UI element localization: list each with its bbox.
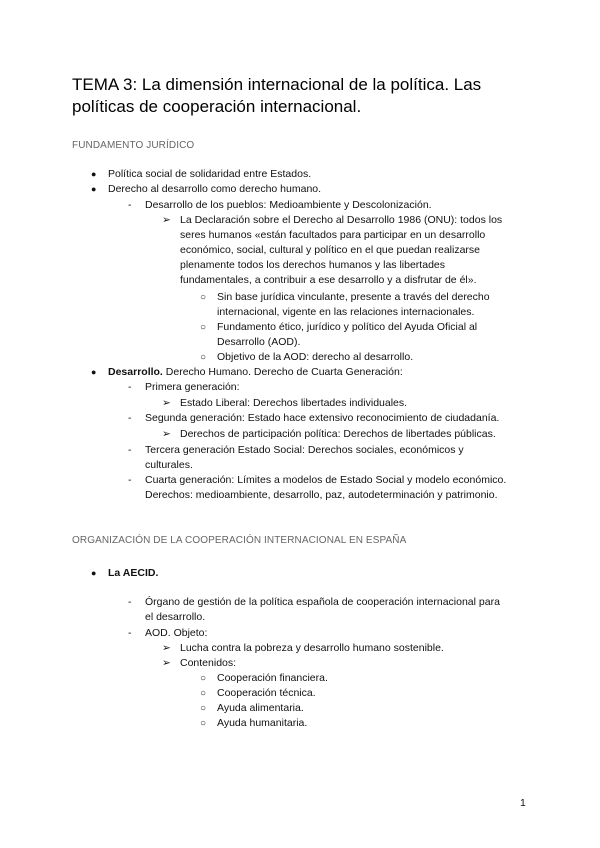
list-item: Derechos de participación política: Derechos de libertades públicas. — [180, 428, 496, 440]
paragraph-line: Tercera generación Estado Social: Derechos sociales, económicos y — [145, 444, 464, 456]
list-item: Lucha contra la pobreza y desarrollo humano sostenible. — [180, 642, 444, 654]
page-title: TEMA 3: La dimensión internacional de la política. Las políticas de cooperación internacional. — [72, 75, 482, 116]
dash-icon: - — [128, 444, 132, 456]
bold-term: Desarrollo. — [108, 366, 163, 378]
dash-icon: - — [128, 474, 132, 486]
list-item: Primera generación: — [145, 381, 240, 393]
circle-bullet-icon: ○ — [200, 688, 207, 699]
page-number: 1 — [520, 797, 526, 809]
paragraph-line: internacional, vigente en las relaciones internacionales. — [217, 306, 475, 318]
list-item: Segunda generación: Estado hace extensivo reconocimiento de ciudadanía. — [145, 412, 500, 424]
paragraph-line: culturales. — [145, 459, 193, 471]
list-item: La AECID. — [108, 567, 159, 579]
bullet-icon: ● — [91, 367, 97, 377]
dash-icon: - — [128, 412, 132, 424]
list-item: Cooperación financiera. — [217, 672, 328, 684]
list-item: AOD. Objeto: — [145, 627, 208, 639]
paragraph-line: económico, social, cultural y político en el que puedan realizarse — [180, 244, 481, 256]
list-item: Ayuda humanitaria. — [217, 717, 308, 729]
paragraph-line: La Declaración sobre el Derecho al Desarrollo 1986 (ONU): todos los — [180, 214, 503, 226]
paragraph-line: plenamente todos los derechos humanos y las libertades — [180, 259, 445, 271]
dash-icon: - — [128, 627, 132, 639]
paragraph-line: Derechos: medioambiente, desarrollo, paz, autodeterminación y patrimonio. — [145, 489, 498, 501]
list-item: Derecho al desarrollo como derecho humano. — [108, 183, 322, 195]
list-item: Objetivo de la AOD: derecho al desarrollo. — [217, 351, 414, 363]
dash-icon: - — [128, 596, 132, 608]
bullet-icon: ● — [91, 568, 97, 578]
list-item: Contenidos: — [180, 657, 237, 669]
dash-icon: - — [128, 199, 132, 211]
circle-bullet-icon: ○ — [200, 703, 207, 714]
arrow-bullet-icon: ➢ — [162, 428, 171, 440]
list-item: Política social de solidaridad entre Estados. — [108, 168, 312, 180]
circle-bullet-icon: ○ — [200, 352, 207, 363]
paragraph-line: seres humanos «están facultados para participar en un desarrollo — [180, 229, 486, 241]
paragraph-line: Fundamento ético, jurídico y político del Ayuda Oficial al — [217, 321, 478, 333]
list-item: Ayuda alimentaria. — [217, 702, 304, 714]
list-item: Estado Liberal: Derechos libertades individuales. — [180, 397, 408, 409]
arrow-bullet-icon: ➢ — [162, 214, 171, 226]
dash-icon: - — [128, 381, 132, 393]
circle-bullet-icon: ○ — [200, 292, 207, 303]
bullet-icon: ● — [91, 169, 97, 179]
term-description: Derecho Humano. Derecho de Cuarta Generación: — [162, 366, 403, 378]
paragraph-line: fundamentales, a contribuir a ese desarrollo y a disfrutar de él». — [180, 274, 477, 286]
paragraph-line: Desarrollo (AOD). — [217, 336, 301, 348]
circle-bullet-icon: ○ — [200, 718, 207, 729]
bullet-icon: ● — [91, 184, 97, 194]
circle-bullet-icon: ○ — [200, 322, 207, 333]
arrow-bullet-icon: ➢ — [162, 397, 171, 409]
list-item: Cooperación técnica. — [217, 687, 316, 699]
circle-bullet-icon: ○ — [200, 673, 207, 684]
paragraph-line: el desarrollo. — [145, 611, 206, 623]
paragraph-line: Cuarta generación: Límites a modelos de Estado Social y modelo económico. — [145, 474, 507, 486]
section-heading-organizacion: ORGANIZACIÓN DE LA COOPERACIÓN INTERNACIONAL EN ESPAÑA — [72, 535, 407, 546]
paragraph-line: Sin base jurídica vinculante, presente a través del derecho — [217, 291, 490, 303]
list-item — [108, 365, 403, 380]
list-item: Desarrollo de los pueblos: Medioambiente y Descolonización. — [145, 199, 432, 211]
section-heading-fundamento: FUNDAMENTO JURÍDICO — [72, 140, 195, 151]
arrow-bullet-icon: ➢ — [162, 657, 171, 669]
arrow-bullet-icon: ➢ — [162, 642, 171, 654]
paragraph-line: Órgano de gestión de la política española de cooperación internacional para — [145, 596, 500, 608]
